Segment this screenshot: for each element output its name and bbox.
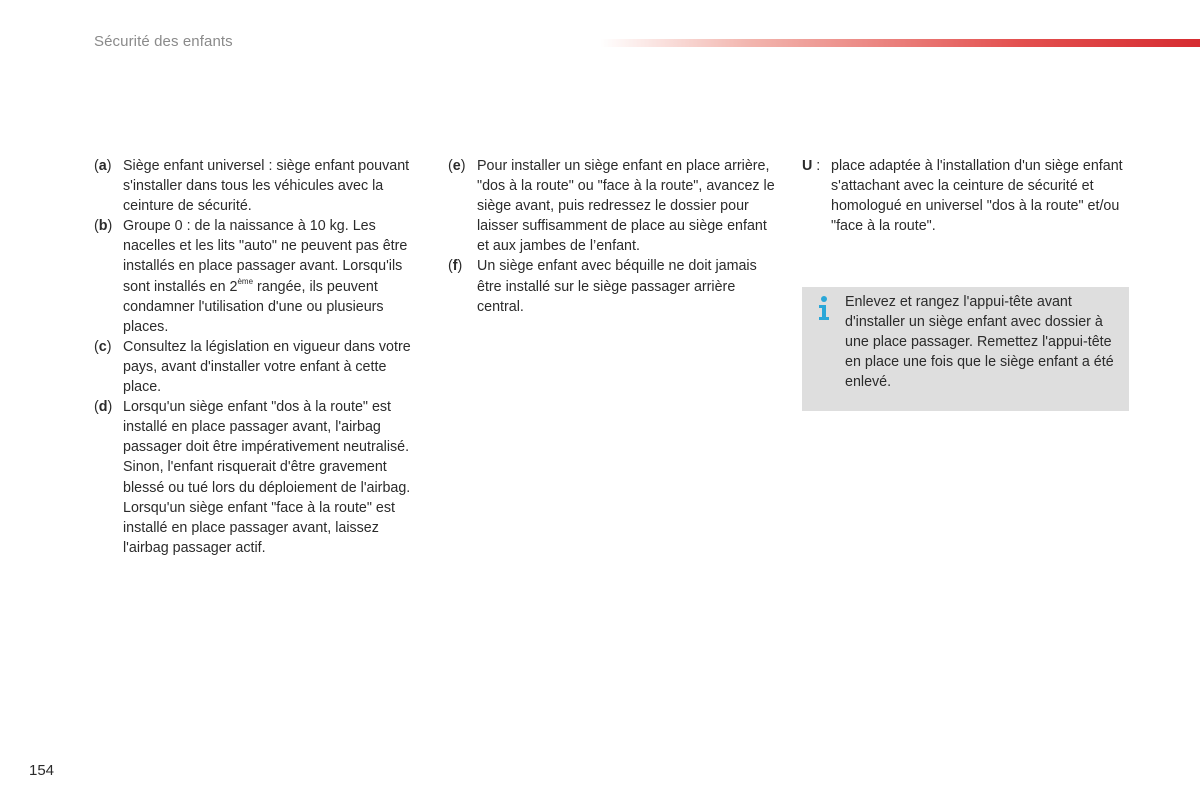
item-key: (b) — [94, 218, 113, 235]
section-title: Sécurité des enfants — [94, 33, 233, 50]
info-icon — [816, 295, 832, 321]
item-key: (c) — [94, 338, 112, 355]
header-accent-bar — [600, 39, 1200, 47]
item-key: (d) — [94, 399, 113, 416]
item-text: Consultez la législation en vigueur dans votre pays, avant d'installer votre enfant à cette place. — [123, 338, 411, 396]
item-key: U : — [802, 158, 821, 174]
info-note — [802, 287, 1129, 411]
list-item-a — [94, 156, 424, 216]
list-item-e — [448, 156, 778, 256]
column-right — [802, 156, 1128, 236]
item-text: Un siège enfant avec béquille ne doit jamais être installé sur le siège passager arrière central. — [477, 258, 757, 315]
list-item-f — [448, 256, 778, 316]
item-text: place adaptée à l'installation d'un siège enfant s'attachant avec la ceinture de sécurité et homologué en universel "dos à la route" et/ou "face à la route". — [831, 158, 1123, 235]
item-paragraph: Lorsqu'un siège enfant "face à la route" est installé en place passager avant, laissez l'airbag passager actif. — [123, 499, 395, 556]
list-item-c — [94, 337, 424, 397]
item-text: Pour installer un siège enfant en place arrière, "dos à la route" ou "face à la route", avancez le siège avant, puis redressez le dossier pour laisser suffisamment de place au siège enfant et aux jambes de l’enfant. — [477, 158, 775, 255]
superscript: ème — [237, 276, 254, 286]
page-number: 154 — [29, 762, 55, 779]
item-text: Siège enfant universel : siège enfant pouvant s'installer dans tous les véhicules avec la ceinture de sécurité. — [123, 158, 410, 215]
column-left — [94, 156, 424, 558]
definition-u — [802, 156, 1128, 236]
item-paragraph: Lorsqu'un siège enfant "dos à la route" est installé en place passager avant, l'airbag passager doit être impérativement neutralisé. Sinon, l'enfant risquerait d'être gravement blessé ou tué lors du déploiement de l'airbag. — [123, 399, 411, 496]
column-middle — [448, 156, 778, 317]
item-text — [123, 397, 424, 558]
list-item-d — [94, 397, 424, 558]
item-key: (e) — [448, 158, 466, 174]
item-key: (f) — [448, 258, 463, 275]
item-text: Groupe 0 : de la naissance à 10 kg. Les nacelles et les lits "auto" ne peuvent pas être installés en place passager avant. Lorsqu'ils sont installés en 2ème rangée, ils peuvent condamner l'utilisation d'une ou plusieurs places. — [123, 218, 408, 335]
item-key: (a) — [94, 158, 112, 174]
note-text: Enlevez et rangez l'appui-tête avant d'installer un siège enfant avec dossier à une place passager. Remettez l'appui-tête en place une fois que le siège enfant a été enlevé. — [845, 294, 1114, 391]
list-item-b — [94, 216, 424, 337]
